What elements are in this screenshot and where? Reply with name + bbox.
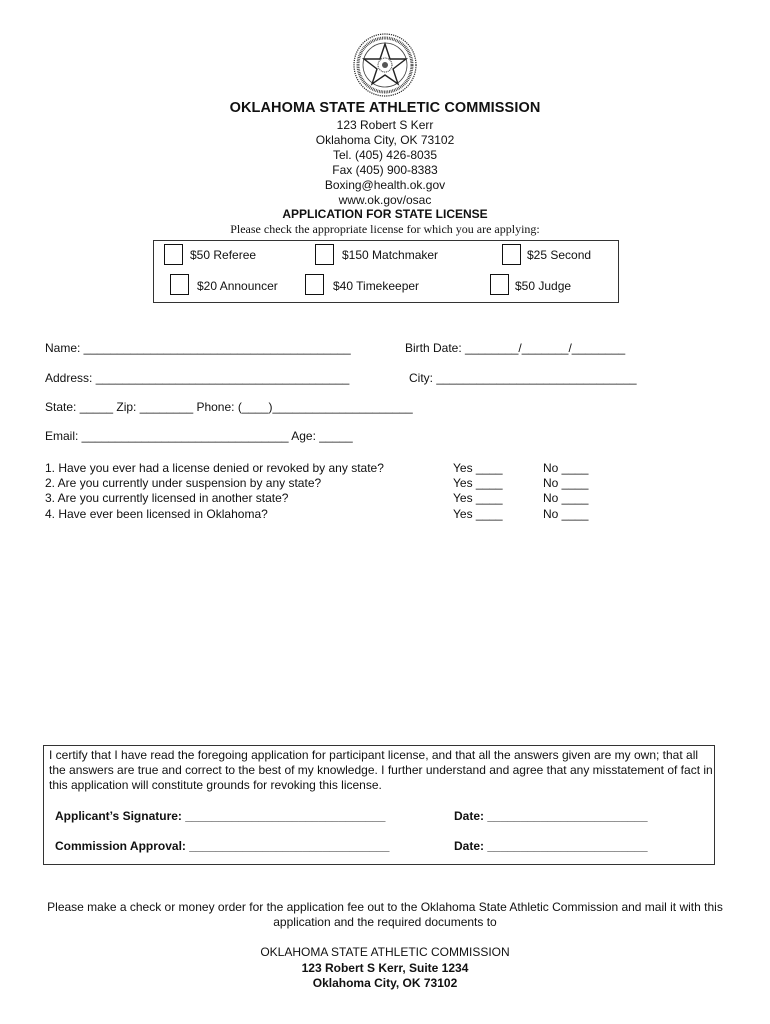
footer-city: Oklahoma City, OK 73102 (312, 976, 458, 990)
email-age-field[interactable]: Email: _______________________________ Age: _____ (45, 429, 353, 443)
address-line-1: 123 Robert S Kerr (336, 118, 434, 132)
checkbox-timekeeper[interactable] (305, 274, 324, 295)
license-label-matchmaker: $150 Matchmaker (342, 248, 439, 262)
checkbox-second[interactable] (502, 244, 521, 265)
fax-line: Fax (405) 900-8383 (332, 163, 438, 177)
question-2-no[interactable]: No ____ (543, 476, 589, 490)
checkbox-judge[interactable] (490, 274, 509, 295)
birth-date-field[interactable]: Birth Date: ________/_______/________ (405, 341, 626, 355)
question-3: 3. Are you currently licensed in another state? (45, 491, 289, 505)
email-line: Boxing@health.ok.gov (324, 178, 446, 192)
question-3-no[interactable]: No ____ (543, 491, 589, 505)
commission-date-field[interactable]: Date: ________________________ (454, 839, 648, 853)
question-4-yes[interactable]: Yes ____ (453, 507, 503, 521)
city-field[interactable]: City: ______________________________ (409, 371, 637, 385)
commission-approval-field[interactable]: Commission Approval: ______________________________ (55, 839, 390, 853)
applicant-date-field[interactable]: Date: ________________________ (454, 809, 648, 823)
mailing-instructions: Please make a check or money order for the application fee out to the Oklahoma State Athletic Commission and mail it with this application and the required documents to (47, 900, 723, 929)
oklahoma-seal-icon (352, 32, 418, 98)
name-field[interactable]: Name: ________________________________________ (45, 341, 351, 355)
address-field[interactable]: Address: ______________________________________ (45, 371, 350, 385)
license-label-announcer: $20 Announcer (197, 279, 278, 293)
question-2-yes[interactable]: Yes ____ (453, 476, 503, 490)
state-zip-phone-field[interactable]: State: _____ Zip: ________ Phone: (____)_____________________ (45, 400, 413, 414)
license-label-judge: $50 Judge (515, 279, 572, 293)
org-title: OKLAHOMA STATE ATHLETIC COMMISSION (229, 100, 541, 116)
license-instructions: Please check the appropriate license for which you are applying: (230, 222, 540, 236)
certification-text: I certify that I have read the foregoing application for participant license, and that all the answers given are my own; that all the answers are true and correct to the best of my knowledge. I further understand and agree that any misstatement of fact in this application will constitute grounds for revoking this license. (49, 748, 713, 792)
checkbox-referee[interactable] (164, 244, 183, 265)
question-2: 2. Are you currently under suspension by any state? (45, 476, 322, 490)
checkbox-matchmaker[interactable] (315, 244, 334, 265)
question-1: 1. Have you ever had a license denied or revoked by any state? (45, 461, 384, 475)
applicant-signature-field[interactable]: Applicant’s Signature: ______________________________ (55, 809, 386, 823)
footer-street: 123 Robert S Kerr, Suite 1234 (301, 961, 469, 975)
question-1-yes[interactable]: Yes ____ (453, 461, 503, 475)
phone-line: Tel. (405) 426-8035 (332, 148, 438, 162)
license-label-timekeeper: $40 Timekeeper (333, 279, 420, 293)
license-label-second: $25 Second (527, 248, 592, 262)
question-4: 4. Have ever been licensed in Oklahoma? (45, 507, 268, 521)
footer-org-name: OKLAHOMA STATE ATHLETIC COMMISSION (260, 945, 510, 959)
checkbox-announcer[interactable] (170, 274, 189, 295)
form-title: APPLICATION FOR STATE LICENSE (282, 207, 488, 221)
address-line-2: Oklahoma City, OK 73102 (315, 133, 455, 147)
question-3-yes[interactable]: Yes ____ (453, 491, 503, 505)
website-line: www.ok.gov/osac (338, 193, 432, 207)
question-1-no[interactable]: No ____ (543, 461, 589, 475)
question-4-no[interactable]: No ____ (543, 507, 589, 521)
license-label-referee: $50 Referee (190, 248, 257, 262)
